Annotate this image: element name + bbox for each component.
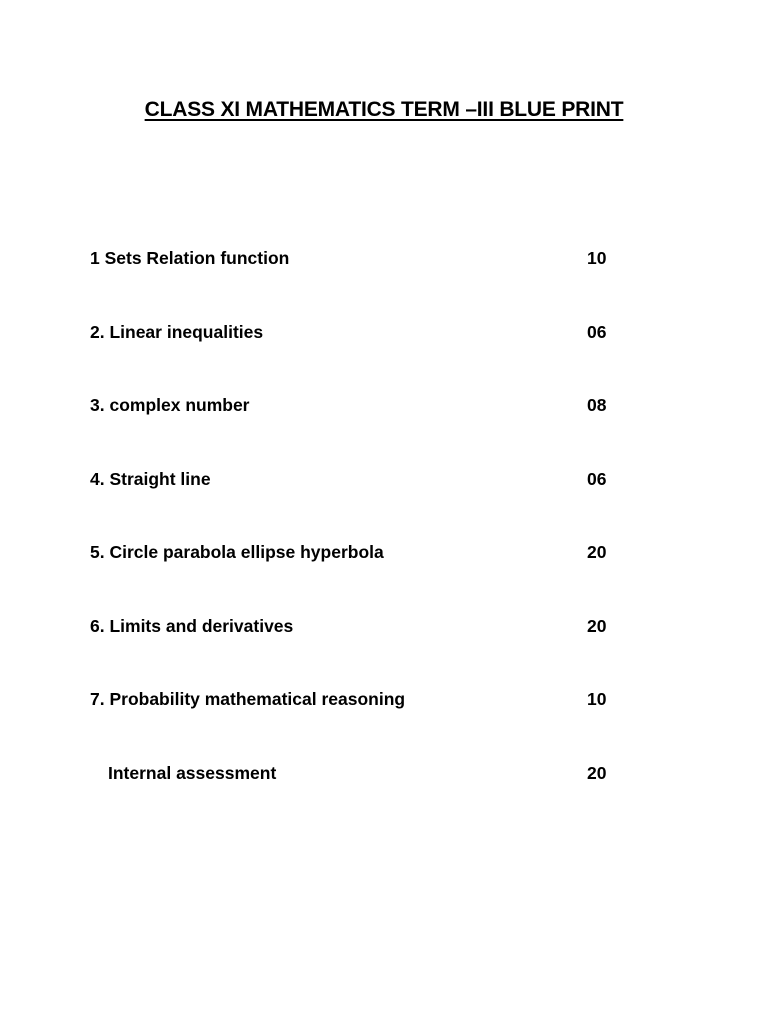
topic-label: 2. Linear inequalities xyxy=(90,321,264,342)
topic-marks: 06 xyxy=(587,321,607,342)
topic-label: 5. Circle parabola ellipse hyperbola xyxy=(90,542,384,562)
topic-label: 6. Limits and derivatives xyxy=(90,615,294,636)
topic-label: 7. Probability mathematical reasoning xyxy=(90,689,406,709)
topic-marks: 20 xyxy=(587,762,607,783)
topic-marks: 08 xyxy=(587,395,607,415)
topic-marks: 20 xyxy=(587,615,607,636)
list-item-internal-assessment xyxy=(90,761,620,835)
list-item xyxy=(90,246,620,320)
document-title: CLASS XI MATHEMATICS TERM –III BLUE PRINT xyxy=(144,98,624,121)
topic-label: Internal assessment xyxy=(108,762,277,783)
topic-label: 4. Straight line xyxy=(90,468,211,489)
list-item xyxy=(90,614,620,688)
list-item xyxy=(90,687,620,761)
list-item xyxy=(90,393,620,467)
topic-marks: 10 xyxy=(587,248,607,268)
topic-label: 1 Sets Relation function xyxy=(90,248,290,268)
topic-marks: 06 xyxy=(587,468,607,489)
blueprint-list xyxy=(90,246,620,834)
topic-marks: 10 xyxy=(587,689,607,709)
list-item xyxy=(90,320,620,394)
list-item xyxy=(90,467,620,541)
list-item xyxy=(90,540,620,614)
topic-label: 3. complex number xyxy=(90,395,250,415)
topic-marks: 20 xyxy=(587,542,607,562)
